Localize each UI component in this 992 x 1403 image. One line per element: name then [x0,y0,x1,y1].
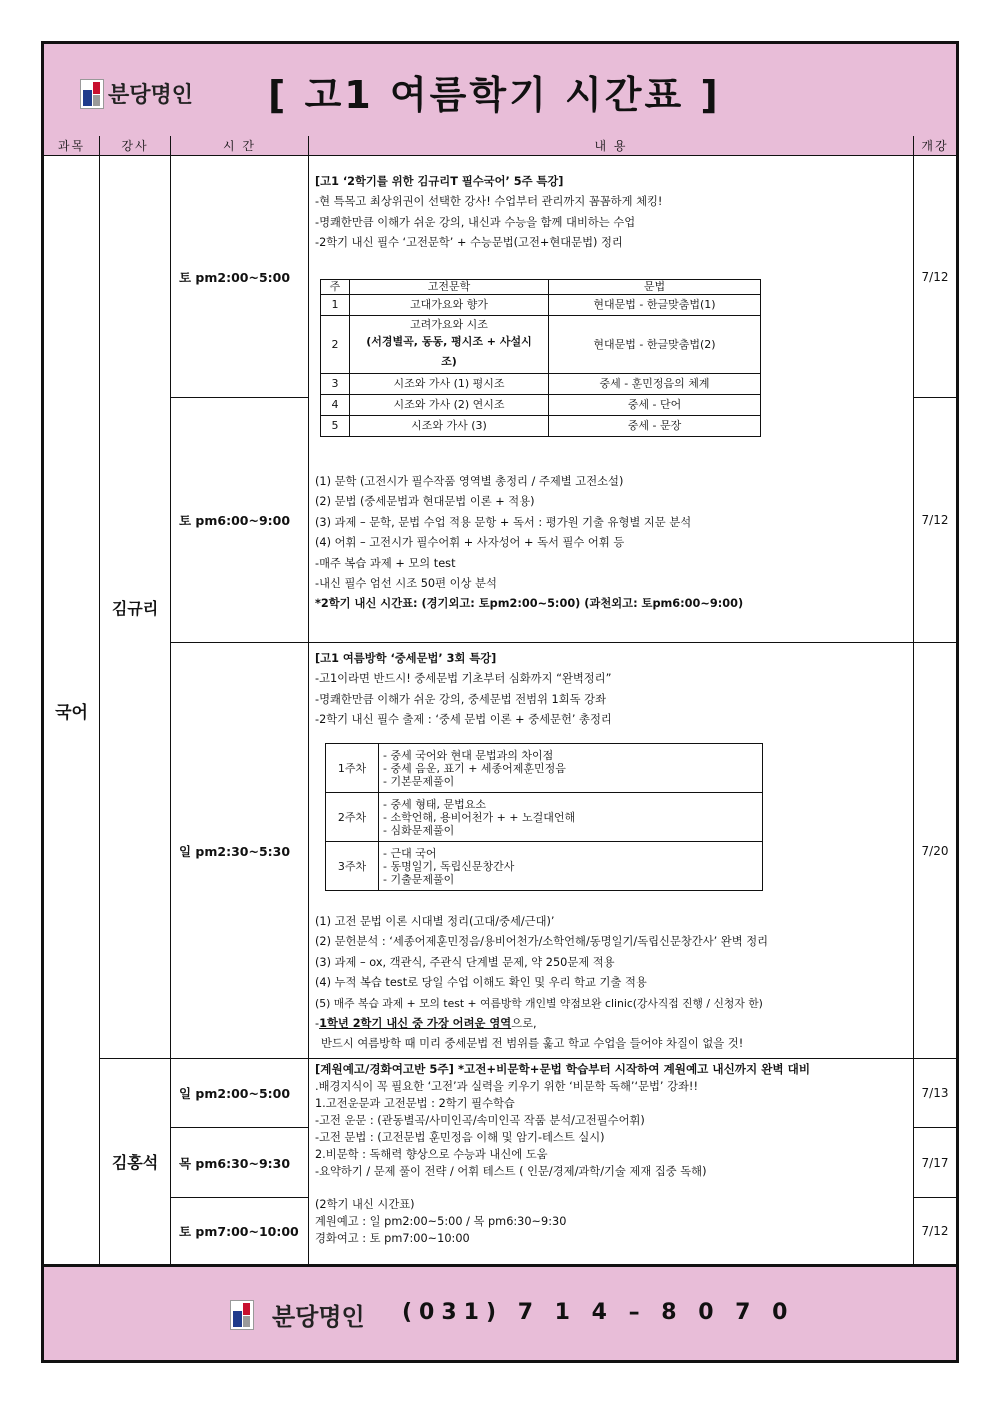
table-cell: 중세 - 훈민정음의 체계 [549,374,761,395]
week-item: - 중세 국어와 현대 문법과의 차이점 [383,748,554,762]
page-title: [ 고1 여름학기 시간표 ] [268,73,721,117]
block3-title: [계원예고/경화여고반 5주] *고전+비문학+문법 학습부터 시작하여 계원예고 내신까지 완벽 대비 [315,1062,811,1076]
week-item: - 중세 형태, 문법요소 [383,797,486,811]
block2-line: -2학기 내신 필수 출제 : ‘중세 문법 이론 + 중세문헌’ 총정리 [315,713,612,727]
table-header: 문법 [549,280,761,295]
content-block-3 [309,1059,914,1265]
block1-point: -내신 필수 엄선 시조 50편 이상 분석 [315,577,497,591]
start-cell: 7/13 [914,1059,956,1128]
table-cell: 1 [321,295,350,316]
block3-schedule: 계원예고 : 일 pm2:00~5:00 / 목 pm6:30~9:30 [315,1215,567,1228]
table-cell-text: 고려가요와 시조 [410,317,488,331]
table-cell: 중세 - 문장 [549,416,761,437]
block3-line: 1.고전운문과 고전문법 : 2학기 필수학습 [315,1097,515,1110]
content-block-2 [309,643,914,1059]
footer-band [44,1265,956,1362]
header-band [44,44,956,138]
table-cell: 시조와 가사 (3) [350,416,549,437]
week-item: - 중세 음운, 표기 + 세종어제훈민정음 [383,761,566,775]
start-cell: 7/12 [914,1198,956,1265]
block1-point: -매주 복습 과제 + 모의 test [315,556,456,570]
block3-schedule: 경화여고 : 토 pm7:00~10:00 [315,1232,470,1245]
table-cell: 현대문법 - 한글맞춤법(2) [549,316,761,374]
table-cell: 시조와 가사 (2) 연시조 [350,395,549,416]
col-teacher: 강사 [100,136,171,156]
time-cell: 목 pm6:30~9:30 [171,1128,309,1198]
week-items [379,793,763,842]
block1-point: (3) 과제 – 문학, 문법 수업 적용 문항 + 독서 : 평가원 기출 유형별 지문 분석 [315,515,692,529]
week-label: 1주차 [326,744,379,793]
brand-logo-icon [80,79,104,109]
week-item: - 근대 국어 [383,846,437,860]
start-cell: 7/12 [914,156,956,398]
time-cell: 토 pm7:00~10:00 [171,1198,309,1265]
block1-note: *2학기 내신 시간표: (경기외고: 토pm2:00~5:00) (과천외고: 토pm6:00~9:00) [315,597,744,611]
block2-point: (2) 문헌분석 : ‘세종어제훈민정음/용비어천가/소학언해/동명일기/독립신문창간사’ 완벽 정리 [315,935,769,949]
content-block-1 [309,156,914,643]
week-item: - 기본문제풀이 [383,774,455,788]
table-cell: 2 [321,316,350,374]
table-cell-note: (서경별곡, 동동, 평시조 + 사설시조) [366,334,532,368]
time-cell: 일 pm2:30~5:30 [171,643,309,1059]
col-content: 내 용 [309,136,914,156]
footer-brand: 분당명인 [272,1303,365,1331]
block2-point: (5) 매주 복습 과제 + 모의 test + 여름방학 개인별 약점보완 clinic(강사직접 진행 / 신청자 한) [315,996,763,1010]
col-start: 개강 [914,136,956,156]
block1-line: -현 특목고 최상위권이 선택한 강사! 수업부터 관리까지 꼼꼼하게 체킹! [315,195,663,209]
table-cell: 3 [321,374,350,395]
week-items [379,842,763,891]
block3-schedule: (2학기 내신 시간표) [315,1198,415,1211]
phone-number: (031) 7 1 4 – 8 0 7 0 [402,1300,795,1325]
week-item: - 심화문제풀이 [383,823,455,837]
block2-closing-emphasis: 1학년 2학기 내신 중 가장 어려운 영역 [319,1017,512,1031]
block1-point: (1) 문학 (고전시가 필수작품 영역별 총정리 / 주제별 고전소설) [315,475,624,488]
week-items [379,744,763,793]
block3-line: -요약하기 / 문제 풀이 전략 / 어휘 테스트 ( 인문/경제/과학/기술 제재 집중 독해) [315,1165,707,1178]
week-label: 3주차 [326,842,379,891]
table-cell: 현대문법 - 한글맞춤법(1) [549,295,761,316]
block1-point: (2) 문법 (중세문법과 현대문법 이론 + 적용) [315,495,535,509]
block1-point: (4) 어휘 – 고전시가 필수어휘 + 사자성어 + 독서 필수 어휘 등 [315,536,625,550]
block1-table [320,279,761,437]
block3-line: -고전 운문 : (관동별곡/사미인곡/속미인곡 작품 분석/고전필수어휘) [315,1114,645,1127]
block2-weeks-table [325,743,763,891]
block2-point: (3) 과제 – ox, 객관식, 주관식 단계별 문제, 약 250문제 적용 [315,955,615,969]
start-cell: 7/12 [914,398,956,643]
timetable-document [41,41,959,1363]
block3-line: -고전 문법 : (고전문법 훈민정음 이해 및 암기-테스트 실시) [315,1131,605,1144]
block2-line: -명쾌한만큼 이해가 쉬운 강의, 중세문법 전범위 1회독 강좌 [315,692,606,706]
start-cell: 7/17 [914,1128,956,1198]
table-cell: 시조와 가사 (1) 평시조 [350,374,549,395]
col-subject: 과목 [44,136,100,156]
header-logo [80,78,193,109]
time-cell: 토 pm2:00~5:00 [171,156,309,398]
header-brand: 분당명인 [108,83,194,108]
teacher-1: 김규리 [100,156,171,1059]
brand-logo-icon [230,1300,254,1330]
col-time: 시 간 [171,136,309,156]
block3-line: 2.비문학 : 독해력 향상으로 수능과 내신에 도움 [315,1148,548,1161]
table-header: 고전문학 [350,280,549,295]
table-cell: 고대가요와 향가 [350,295,549,316]
week-label: 2주차 [326,793,379,842]
teacher-2: 김홍석 [100,1059,171,1265]
block2-closing-rest: 으로, [511,1017,537,1031]
time-cell: 토 pm6:00~9:00 [171,398,309,643]
start-cell: 7/20 [914,643,956,1059]
table-header: 주 [321,280,350,295]
subject-cell: 국어 [44,156,100,1265]
table-cell: 5 [321,416,350,437]
block3-line: .배경지식이 꼭 필요한 ‘고전’과 실력을 키우기 위한 ‘비문학 독해’‘문법’ 강좌!! [315,1080,698,1093]
time-cell: 일 pm2:00~5:00 [171,1059,309,1128]
block2-closing-2: 반드시 여름방학 때 미리 중세문법 전 범위를 훑고 학교 수업을 들어야 차질이 없을 것! [321,1037,744,1051]
block1-line: -2학기 내신 필수 ‘고전문학’ + 수능문법(고전+현대문법) 정리 [315,236,623,250]
block2-line: -고1이라면 반드시! 중세문법 기초부터 심화까지 “완벽정리” [315,672,612,686]
block2-closing: -1학년 2학기 내신 중 가장 어려운 영역으로, [315,1017,537,1031]
week-item: - 소학언해, 용비어천가 + + 노걸대언해 [383,810,576,824]
table-cell [350,316,549,374]
week-item: - 기출문제풀이 [383,872,455,886]
table-cell: 중세 - 단어 [549,395,761,416]
week-item: - 동명일기, 독립신문창간사 [383,859,515,873]
block2-point: (4) 누적 복습 test로 당일 수업 이해도 확인 및 우리 학교 기출 적용 [315,976,647,990]
block2-title: [고1 여름방학 ‘중세문법’ 3회 특강] [315,652,497,665]
block2-point: (1) 고전 문법 이론 시대별 정리(고대/중세/근대)’ [315,915,555,928]
table-cell: 4 [321,395,350,416]
footer-logo [230,1297,365,1332]
block1-line: -명쾌한만큼 이해가 쉬운 강의, 내신과 수능을 함께 대비하는 수업 [315,215,636,229]
block1-title: [고1 ‘2학기를 위한 김규리T 필수국어’ 5주 특강] [315,175,564,188]
